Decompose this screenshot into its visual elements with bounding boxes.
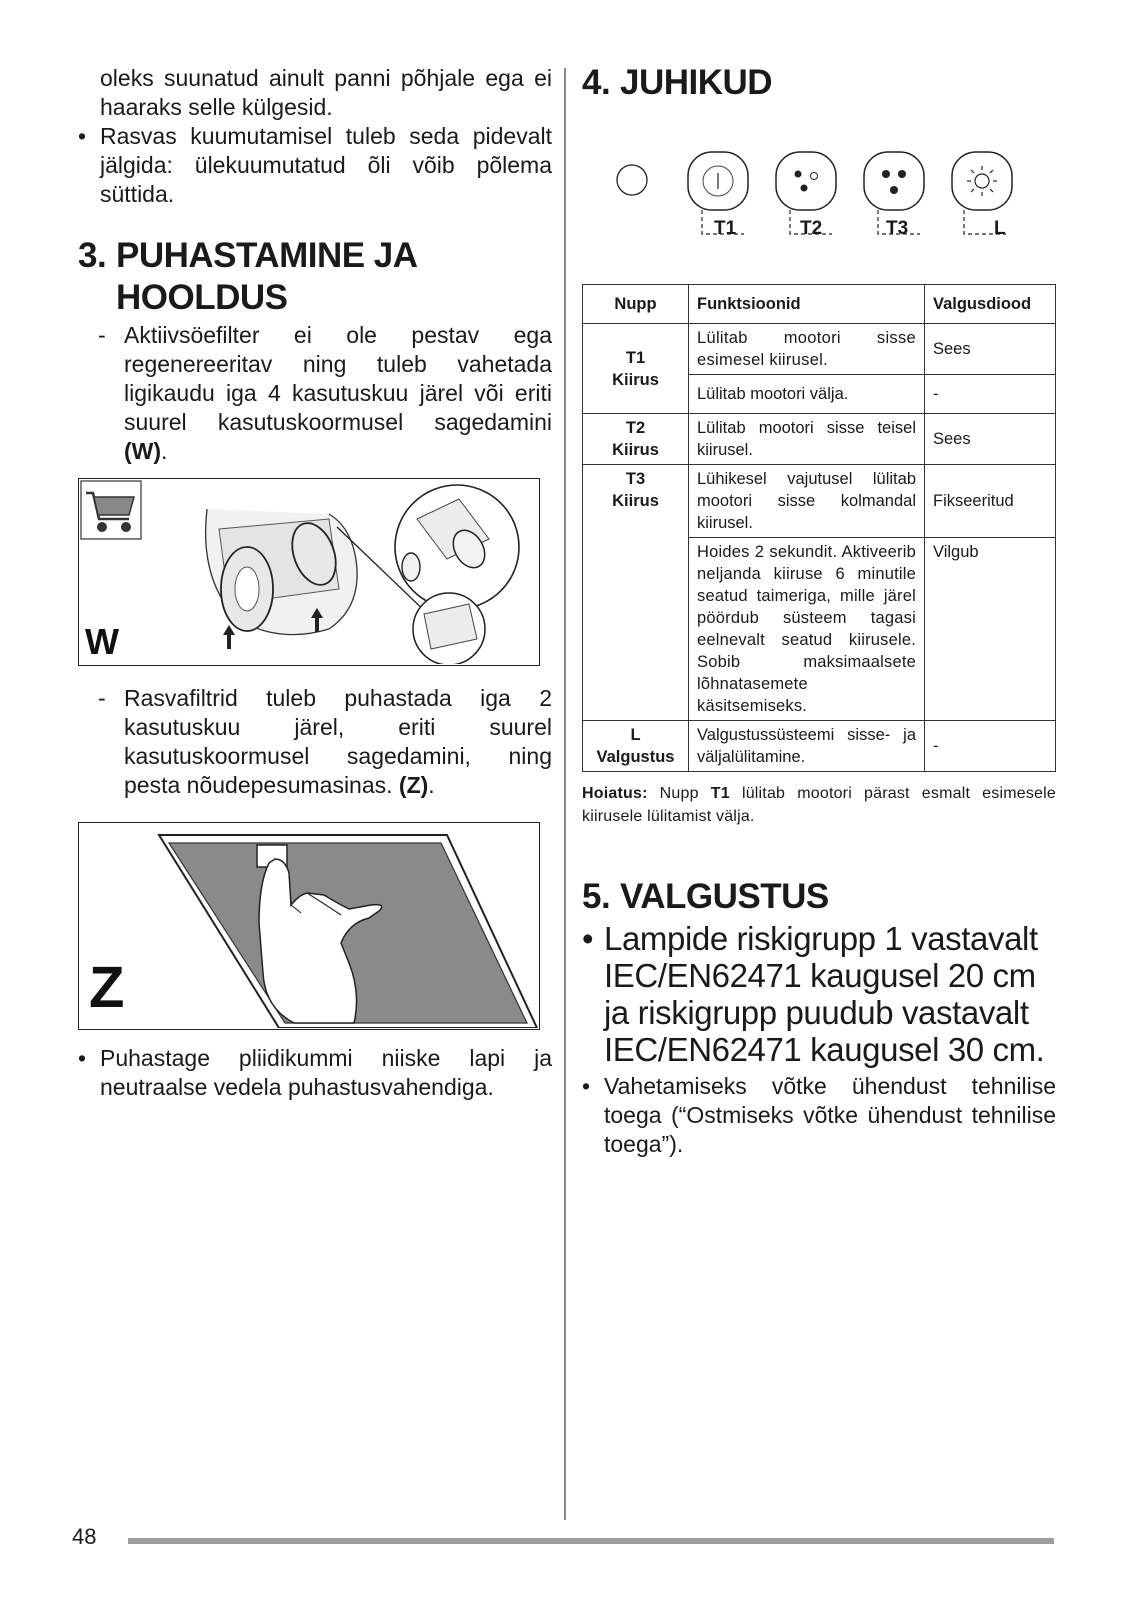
t3-sub: Kiirus (612, 492, 659, 510)
valgustus-bullet-2: • Vahetamiseks võtke ühendust tehnilise toega (“Ostmiseks võtke ühendust tehnilise toega”). (582, 1072, 1056, 1159)
t1-label: T1 (625, 348, 646, 367)
grease-filter-illustration (79, 823, 538, 1028)
table-row (583, 414, 1056, 465)
t2-label: T2 (625, 419, 646, 437)
light-button-icon (952, 152, 1012, 210)
t2-sub: Kiirus (612, 441, 659, 459)
charcoal-filter-illustration (79, 479, 538, 664)
section-5-title: VALGUSTUS (620, 877, 829, 916)
figure-w (78, 478, 540, 666)
section-4-heading (582, 62, 1056, 104)
label-t2: T2 (800, 218, 823, 239)
l-sub: Valgustus (596, 748, 675, 766)
t1-function-2: Lülitab mootori välja. (689, 375, 925, 414)
t3-function-1: Lühikesel vajutusel lülitab mootori sisse kolmandal kiirusel. (689, 465, 925, 538)
intro-bullet: • Rasvas kuumutamisel tuleb seda pidevalt jälgida: ülekuumutatud õli võib põlema süttida. (78, 122, 552, 209)
figure-z-label: Z (89, 955, 125, 1020)
valgustus-bullet-1: • Lampide riskigrupp 1 vastavalt IEC/EN62471 kaugusel 20 cm ja riskigrupp puudub vastavalt IEC/EN62471 kaugusel 30 cm. (582, 920, 1056, 1068)
section-5-heading (582, 876, 1056, 918)
label-t3: T3 (886, 218, 909, 239)
section-4-title: JUHIKUD (620, 63, 773, 102)
column-divider (564, 68, 566, 1520)
section-4-number: 4. (582, 63, 611, 102)
t3-label: T3 (625, 470, 646, 488)
l-label: L (630, 726, 641, 744)
t1-sub: Kiirus (612, 370, 659, 389)
t3-function-2: Hoides 2 sekundit. Aktiveerib neljanda kiiruse 6 minutile seatud taimeriga, mille järel pöördub süsteem tagasi eelnevalt seatud kiirusele. Sobib maksimaalsete lõhnatasemete käsitsemiseks. (689, 538, 925, 721)
header-funktsioonid: Funktsioonid (689, 285, 925, 324)
left-column (78, 62, 552, 1102)
section-3-item-2: - Rasvafiltrid tuleb puhastada iga 2 kasutuskuu järel, eriti suurel kasutuskoormusel sagedamini, ning pesta nõudepesumasinas. (Z). (78, 684, 552, 800)
t2-function: Lülitab mootori sisse teisel kiirusel. (689, 414, 925, 465)
table-row (583, 324, 1056, 375)
header-valgusdiood: Valgusdiood (925, 285, 1056, 324)
l-function: Valgustussüsteemi sisse- ja väljalülitamine. (689, 721, 925, 772)
label-l: L (994, 218, 1006, 239)
table-row (583, 721, 1056, 772)
section-3-title-line2: HOOLDUS (116, 278, 288, 317)
warning-note (582, 782, 1056, 828)
t1-led-2: - (925, 375, 1056, 414)
controls-table (582, 284, 1056, 772)
note-text-2: lülitab mootori pärast esmalt esimesele kiirusele lülitamist välja. (582, 785, 1056, 825)
section-3-number: 3. (78, 236, 107, 275)
l-led: - (925, 721, 1056, 772)
note-bold: Hoiatus: (582, 785, 648, 802)
item-2-text: Rasvafiltrid tuleb puhastada iga 2 kasutuskuu järel, eriti suurel kasutuskoormusel sagedamini, ning pesta nõudepesumasinas. (124, 685, 552, 798)
section-3-title-line1: PUHASTAMINE JA (116, 236, 418, 275)
speed-2-button-icon (776, 152, 836, 210)
intro-text: oleks suunatud ainult panni põhjale ega ei haaraks selle külgesid. (100, 65, 552, 120)
note-bold-2: T1 (710, 785, 730, 802)
cell-l (583, 721, 689, 772)
power-button-icon (688, 152, 748, 210)
label-t1: T1 (714, 218, 737, 239)
section-3-heading (78, 235, 552, 319)
section-3-item-1: - Aktiivsöefilter ei ole pestav ega regenereeritav ning tuleb vahetada ligikaudu iga 4 kasutuskuu järel või eriti suurel kasutuskoormusel sagedamini (W). (78, 321, 552, 466)
cell-t2 (583, 414, 689, 465)
t3-led-1: Fikseeritud (925, 465, 1056, 538)
speed-3-button-icon (864, 152, 924, 210)
final-bullet: • Puhastage pliidikummi niiske lapi ja neutraalse vedela puhastusvahendiga. (78, 1044, 552, 1102)
item-1-ref: (W) (124, 438, 162, 464)
cell-t1 (583, 324, 689, 414)
t1-led-1: Sees (925, 324, 1056, 375)
figure-z (78, 822, 540, 1030)
t1-function-1: Lülitab mootori sisse esimesel kiirusel. (689, 324, 925, 375)
footer-rule (128, 1538, 1054, 1544)
figure-w-label: W (85, 621, 119, 662)
t3-led-2: Vilgub (925, 538, 1056, 721)
table-header-row (583, 285, 1056, 324)
item-2-ref: (Z) (398, 772, 429, 798)
control-panel-diagram (582, 110, 1056, 262)
header-nupp: Nupp (583, 285, 689, 324)
t2-led: Sees (925, 414, 1056, 465)
item-1-text: Aktiivsöefilter ei ole pestav ega regenereeritav ning tuleb vahetada ligikaudu iga 4 kasutuskuu järel või eriti suurel kasutuskoormusel sagedamini (124, 322, 552, 435)
cell-t3 (583, 465, 689, 721)
right-column (582, 62, 1056, 1159)
section-5-number: 5. (582, 877, 611, 916)
note-text-1: Nupp (647, 785, 711, 802)
page-number: 48 (72, 1524, 97, 1549)
table-row (583, 465, 1056, 538)
